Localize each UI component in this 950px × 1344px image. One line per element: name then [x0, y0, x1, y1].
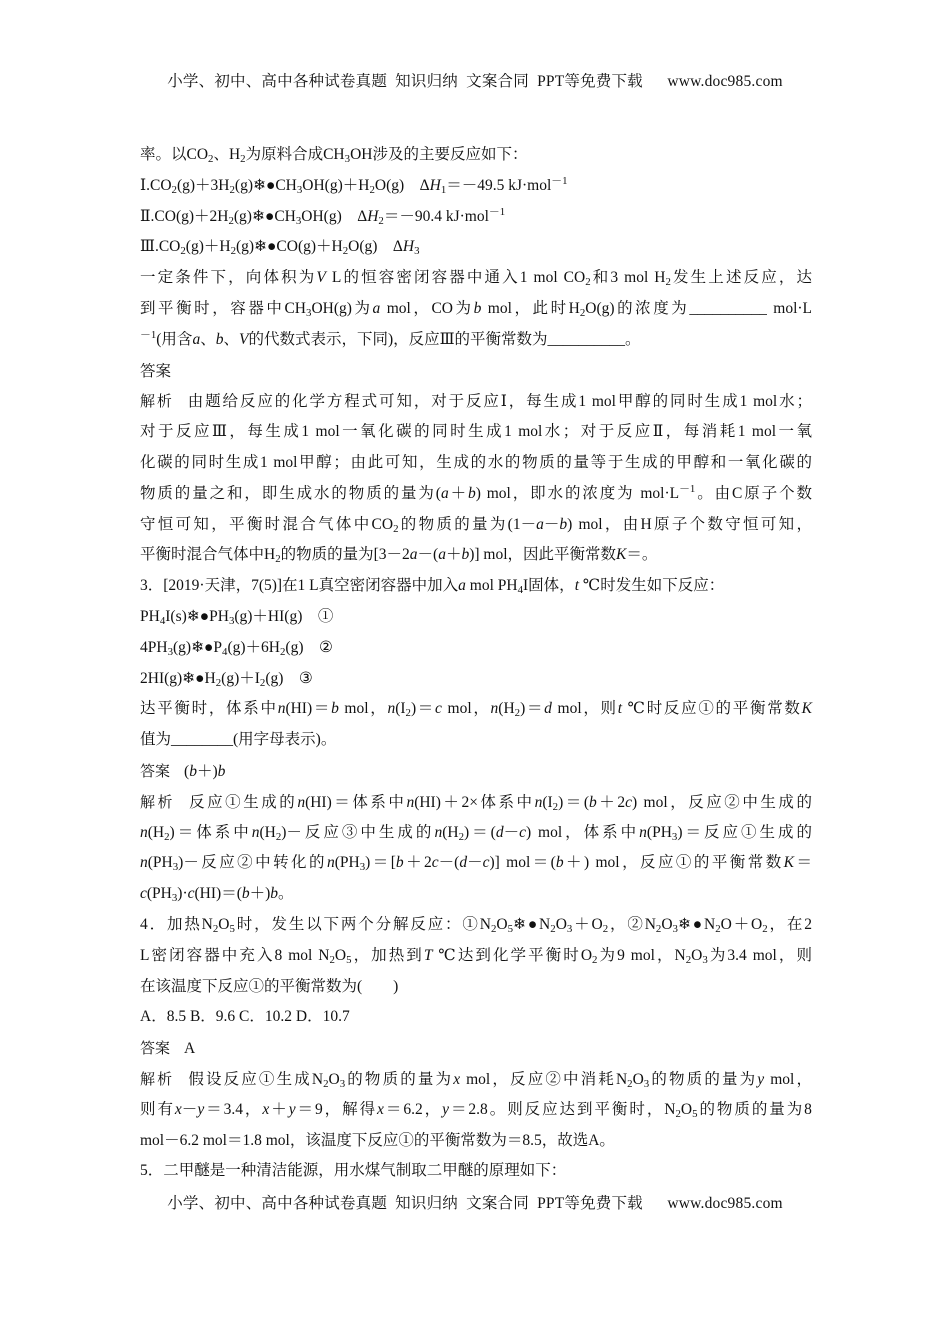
text-line: $^{-1}$(用含a、b、V的代数式表示，下同)，反应Ⅲ的平衡常数为__________。 — [140, 328, 641, 348]
text-line: L密闭容器中充入8 mol $N_2O_5$，加热到T ℃达到化学平衡时$O_2$为9 mol，$N_2O_3$为3.4 mol，则 — [140, 946, 812, 966]
text-line: 平衡时混合气体中$H_2$的物质的量为[3－2a－(a＋b)] mol，因此平衡常数K＝。 — [140, 546, 658, 566]
text-line: $Ⅰ.CO_2(g)+3H_2(g)❄●CH_3OH(g)+H_2O(g)$ $\Delta H_1=-49.5$ kJ·mol$^{-1}$ — [140, 174, 568, 196]
page-footer: 小学、初中、高中各种试卷真题 知识归纳 文案合同 PPT等免费下载 www.doc985.com — [167, 1195, 783, 1212]
text-line: 解析 由题给反应的化学方程式可知，对于反应Ⅰ，每生成1 mol甲醇的同时生成1 mol水； — [140, 392, 812, 411]
text-line: 解析 反应①生成的n(HI)＝体系中n(HI)＋2×体系中$n(I_2)=(b+2c)$ mol，反应②中生成的 — [140, 792, 812, 813]
text-line: 答案 A — [140, 1039, 196, 1058]
text-line: 5．二甲醚是一种清洁能源，用水煤气制取二甲醚的原理如下： — [140, 1162, 567, 1180]
text-line: $Ⅲ.CO_2(g)+H_2(g)❄●CO(g)+H_2O(g)$ $\Delta H_3$ — [140, 238, 420, 258]
page-header: 小学、初中、高中各种试卷真题 知识归纳 文案合同 PPT等免费下载 www.doc985.com — [167, 73, 783, 90]
text-line: 解析 假设反应①生成$N_2O_3$的物质的量为x mol，反应②中消耗$N_2O_3$的物质的量为y mol， — [140, 1069, 812, 1090]
text-line: 率。以$CO_2$、$H_2$为原料合成$CH_3OH$涉及的主要反应如下： — [140, 146, 528, 165]
text-line: $n(H_2)=$体系中$n(H_2)-$反应③中生成的$n(H_2)=(d-c)$ mol，体系中$n(PH_3)=$反应①生成的 — [140, 823, 812, 843]
text-line: 在该温度下反应①的平衡常数为( ) — [140, 977, 399, 995]
text-line: $4PH_3(g)❄●P_4(g)+6H_2(g)$ ② — [140, 638, 333, 658]
text-line: 答案 — [140, 361, 172, 380]
text-line: 化碳的同时生成1 mol甲醇；由此可知，生成的水的物质的量等于生成的甲醇和一氧化碳的 — [140, 453, 812, 471]
text-line: 一定条件下，向体积为V L的恒容密闭容器中通入1 mol $CO_2$和3 mol $H_2$发生上述反应，达 — [140, 269, 812, 289]
text-line: 对于反应Ⅲ，每生成1 mol一氧化碳的同时生成1 mol水；对于反应Ⅱ，每消耗1 mol一氧 — [140, 423, 812, 441]
text-line: 4．加热$N_2O_5$时，发生以下两个分解反应：$①N_2O_5❄●N_2O_3+O_2$，$②N_2O_3❄●N_2O+O_2$，在2 — [140, 915, 812, 935]
text-line: $n(PH_3)-$反应②中转化的$n(PH_3)=[b+2c-(d-c)]$ mol＝(b＋) mol，反应①的平衡常数K＝ — [140, 854, 812, 874]
text-line: 则有x－y＝3.4，x＋y＝9，解得x＝6.2，y＝2.8。则反应达到平衡时，$N_2O_5$的物质的量为8 — [140, 1100, 812, 1120]
text-line: $Ⅱ.CO(g)+2H_2(g)❄●CH_3OH(g)$ $\Delta H_2=-90.4$ kJ·mol$^{-1}$ — [140, 205, 506, 227]
text-line: $PH_4I(s)❄●PH_3(g)+HI(g)$ ① — [140, 607, 334, 627]
text-line: 物质的量之和，即生成水的物质的量为(a＋b) mol，即水的浓度为 $mol\cdot L^{-1}$。由C原子个数 — [140, 482, 812, 502]
text-line: 值为________(用字母表示)。 — [140, 731, 337, 749]
text-line: 答案 (b＋)b — [140, 761, 226, 780]
text-line: 守恒可知，平衡时混合气体中$CO_2$的物质的量为(1－a－b) mol，由H原子个数守恒可知， — [140, 515, 812, 535]
document-body — [140, 140, 812, 1187]
text-line: 3．[2019·天津，7(5)]在1 L真空密闭容器中加入a mol $PH_4I$固体，t ℃时发生如下反应： — [140, 577, 725, 597]
text-line: $2HI(g)❄●H_2(g)+I_2(g)$ ③ — [140, 669, 313, 689]
text-line: $c(PH_3)\cdot c(HI)=(b+)b$。 — [140, 885, 294, 905]
text-line: 到平衡时，容器中$CH_3OH(g)$为a mol，CO为b mol，此时$H_2O(g)$的浓度为__________ mol·L — [140, 299, 813, 319]
text-line: A．8.5 B．9.6 C．10.2 D．10.7 — [140, 1008, 350, 1026]
text-line: mol－6.2 mol＝1.8 mol，该温度下反应①的平衡常数为＝8.5，故选A。 — [140, 1131, 615, 1149]
text-line: 达平衡时，体系中n(HI)＝b mol，$n(I_2)=c$ mol，$n(H_2)=d$ mol，则t ℃时反应①的平衡常数K — [140, 700, 812, 720]
